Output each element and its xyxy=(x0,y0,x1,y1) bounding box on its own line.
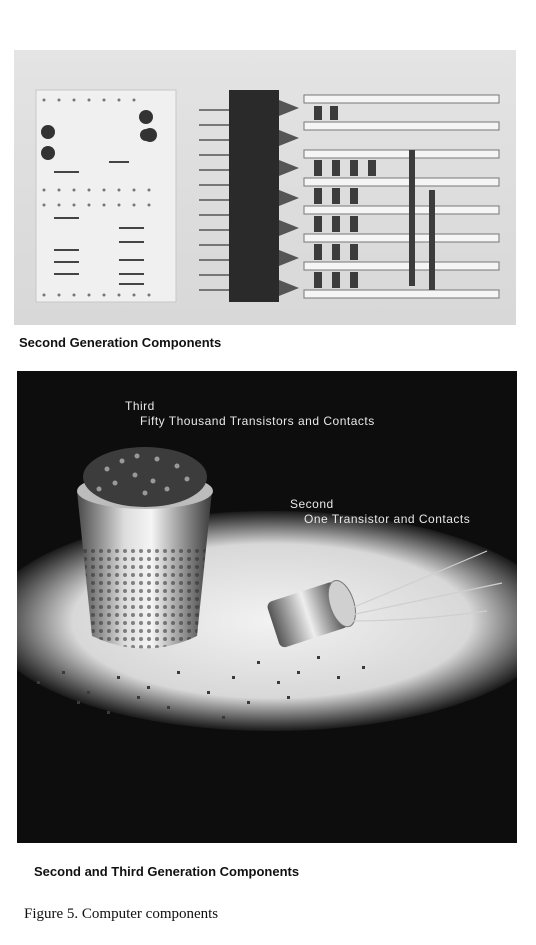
third-generation-label: Third xyxy=(125,399,155,413)
second-third-generation-photo xyxy=(17,371,517,843)
second-generation-photo xyxy=(14,50,516,325)
second-generation-label: Second xyxy=(290,497,334,511)
circuit-board-illustration xyxy=(14,50,516,325)
second-third-generation-caption: Second and Third Generation Components xyxy=(34,864,300,879)
thimble-transistor-illustration xyxy=(17,371,517,843)
second-generation-caption: Second Generation Components xyxy=(19,335,222,350)
figure-caption: Figure 5. Computer components xyxy=(24,906,219,922)
second-generation-description: One Transistor and Contacts xyxy=(304,512,471,526)
third-generation-description: Fifty Thousand Transistors and Contacts xyxy=(140,414,375,428)
